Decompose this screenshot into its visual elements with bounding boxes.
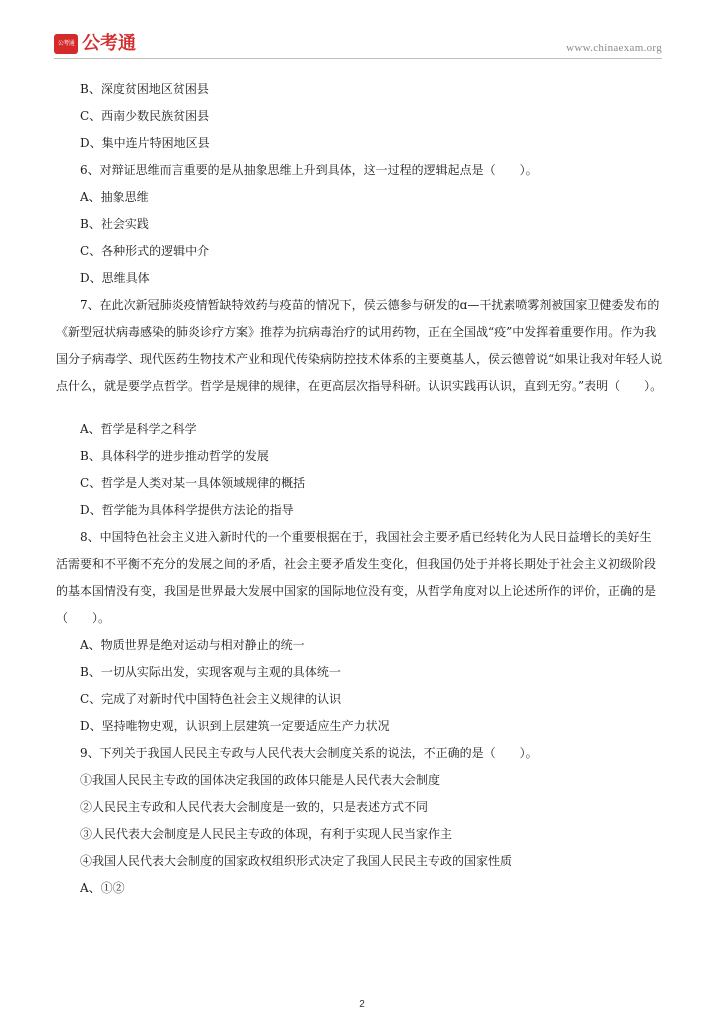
question-8-line-4: （ ）。: [56, 611, 111, 625]
question-9: 9、下列关于我国人民民主专政与人民代表大会制度关系的说法，不正确的是（ ）。: [80, 746, 538, 760]
page-header: [0, 0, 724, 64]
question-7-line-2: 《新型冠状病毒感染的肺炎诊疗方案》推荐为抗病毒治疗的试用药物，正在全国战“疫”中发挥着重要作用。作为我: [56, 325, 657, 339]
site-url: www.chinaexam.org: [566, 42, 662, 54]
logo-icon: 公考通: [54, 34, 78, 54]
option-7c: C、哲学是人类对某一具体领域规律的概括: [80, 476, 306, 490]
question-8-line-1: 8、中国特色社会主义进入新时代的一个重要根据在于，我国社会主要矛盾已经转化为人民日益增长的美好生: [80, 530, 652, 544]
logo-text: 公考通: [82, 33, 136, 54]
page-number: 2: [359, 999, 365, 1010]
document-body: [56, 76, 666, 902]
spacer: [56, 400, 666, 416]
option-8d: D、坚持唯物史观，认识到上层建筑一定要适应生产力状况: [80, 719, 390, 733]
statement-9-3: ③人民代表大会制度是人民民主专政的体现，有利于实现人民当家作主: [80, 827, 453, 841]
option-7b: B、具体科学的进步推动哲学的发展: [80, 449, 269, 463]
option-8a: A、物质世界是绝对运动与相对静止的统一: [80, 638, 305, 652]
question-8-line-3: 的基本国情没有变，我国是世界最大发展中国家的国际地位没有变，从哲学角度对以上论述所作的评价，正确的是: [56, 584, 657, 598]
option-5d: D、集中连片特困地区县: [80, 136, 210, 150]
statement-9-1: ①我国人民民主专政的国体决定我国的政体只能是人民代表大会制度: [80, 773, 441, 787]
option-8b: B、一切从实际出发，实现客观与主观的具体统一: [80, 665, 341, 679]
option-6b: B、社会实践: [80, 217, 149, 231]
option-5b: B、深度贫困地区贫困县: [80, 82, 209, 96]
header-divider: [54, 58, 662, 59]
question-7-line-3: 国分子病毒学、现代医药生物技术产业和现代传染病防控技术体系的主要奠基人，侯云德曾说“如果让我对年轻人说: [56, 352, 663, 366]
option-7d: D、哲学能为具体科学提供方法论的指导: [80, 503, 294, 517]
option-9a: A、①②: [80, 881, 125, 895]
question-7-line-4: 点什么，就是要学点哲学。哲学是规律的规律，在更高层次指导科研。认识实践再认识，直到无穷。”表明（ ）。: [56, 379, 663, 393]
question-8-line-2: 活需要和不平衡不充分的发展之间的矛盾，社会主要矛盾发生变化，但我国仍处于并将长期处于社会主义初级阶段: [56, 557, 657, 571]
option-6a: A、抽象思维: [80, 190, 149, 204]
option-8c: C、完成了对新时代中国特色社会主义规律的认识: [80, 692, 342, 706]
option-6d: D、思维具体: [80, 271, 150, 285]
option-6c: C、各种形式的逻辑中介: [80, 244, 210, 258]
option-5c: C、西南少数民族贫困县: [80, 109, 210, 123]
question-7-line-1: 7、在此次新冠肺炎疫情暂缺特效药与疫苗的情况下，侯云德参与研发的ɑ—干扰素喷雾剂被国家卫健委发布的: [80, 298, 660, 312]
question-6: 6、对辩证思维而言重要的是从抽象思维上升到具体，这一过程的逻辑起点是（ ）。: [80, 163, 538, 177]
statement-9-2: ②人民民主专政和人民代表大会制度是一致的，只是表述方式不同: [80, 800, 429, 814]
option-7a: A、哲学是科学之科学: [80, 422, 197, 436]
statement-9-4: ④我国人民代表大会制度的国家政权组织形式决定了我国人民民主专政的国家性质: [80, 854, 513, 868]
